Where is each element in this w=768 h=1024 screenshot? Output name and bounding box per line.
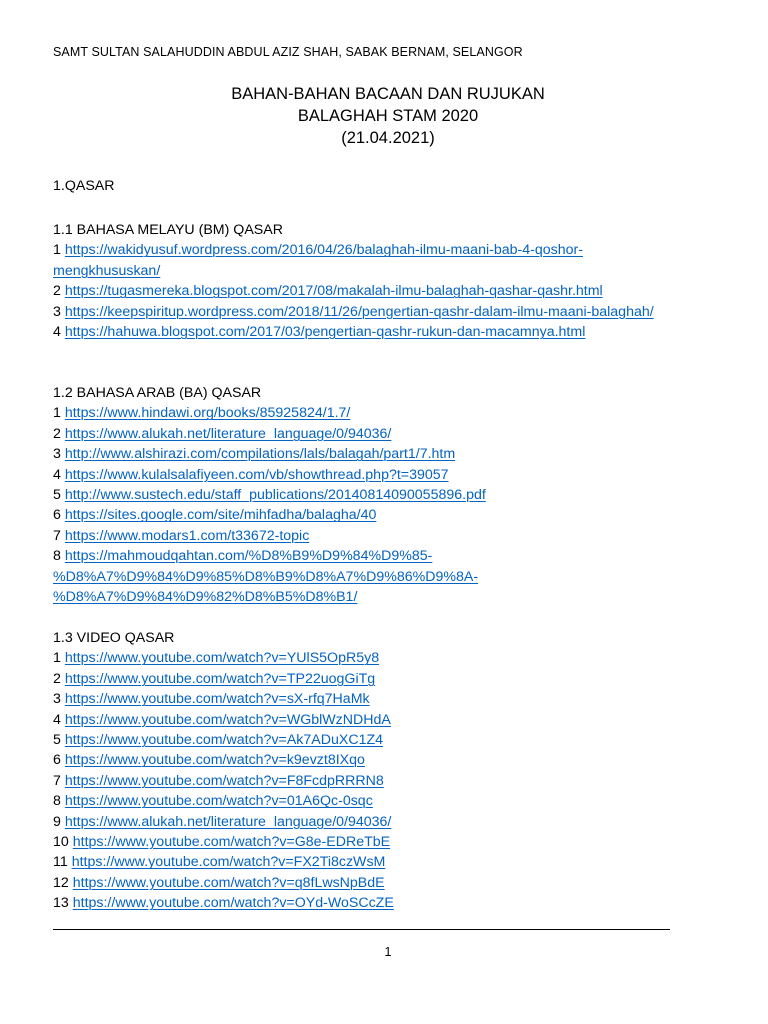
item-number: 2 (53, 670, 61, 687)
item-number: 12 (53, 874, 69, 891)
list-item (53, 444, 743, 464)
item-number: 8 (53, 793, 61, 810)
item-number: 2 (53, 283, 61, 300)
reference-link-continuation[interactable]: mengkhususkan/ (53, 262, 161, 279)
list-item (53, 893, 743, 913)
title-line-1: BAHAN-BAHAN BACAAN DAN RUJUKAN (231, 85, 545, 103)
video-link[interactable]: https://www.youtube.com/watch?v=OYd-WoSCcZE (72, 895, 394, 912)
video-link[interactable]: https://www.youtube.com/watch?v=FX2Ti8czWsM (71, 854, 386, 871)
video-link[interactable]: https://www.youtube.com/watch?v=Ak7ADuXC1Z4 (64, 732, 384, 749)
reference-link-continuation[interactable]: %D8%A7%D9%84%D9%82%D8%B5%D8%B1/ (53, 589, 358, 606)
reference-link[interactable]: https://www.alukah.net/literature_language/0/94036/ (64, 813, 392, 830)
list-item (53, 771, 743, 791)
document-title (0, 83, 768, 149)
item-number: 9 (53, 813, 61, 830)
item-number: 4 (53, 711, 61, 728)
list-item (53, 281, 743, 301)
list-item (53, 424, 743, 444)
section-heading-bm: 1.1 BAHASA MELAYU (BM) QASAR (53, 222, 283, 238)
video-link[interactable]: https://www.youtube.com/watch?v=k9evzt8IXqo (64, 752, 365, 769)
list-item (53, 505, 743, 525)
item-number: 5 (53, 487, 61, 504)
item-number: 8 (53, 548, 61, 565)
item-number: 6 (53, 752, 61, 769)
list-item (53, 465, 743, 485)
section-video (53, 628, 743, 914)
list-item (53, 710, 743, 730)
list-item (53, 750, 743, 770)
reference-link[interactable]: https://keepspiritup.wordpress.com/2018/11/26/pengertian-qashr-dalam-ilmu-maani-balaghah/ (64, 303, 654, 320)
video-link[interactable]: https://www.youtube.com/watch?v=YUlS5OpR5y8 (64, 650, 380, 667)
list-item (53, 669, 743, 689)
video-link[interactable]: https://www.youtube.com/watch?v=01A6Qc-0sqc (64, 793, 373, 810)
reference-link[interactable]: https://www.modars1.com/t33672-topic (64, 527, 310, 544)
title-line-3: (21.04.2021) (341, 129, 435, 147)
list-item (53, 485, 743, 505)
reference-link[interactable]: https://mahmoudqahtan.com/%D8%B9%D9%84%D9%85- (64, 548, 433, 565)
item-number: 7 (53, 527, 61, 544)
reference-link[interactable]: https://tugasmereka.blogspot.com/2017/08/makalah-ilmu-balaghah-qashar-qashr.html (64, 283, 603, 300)
reference-link[interactable]: https://sites.google.com/site/mihfadha/balagha/40 (64, 507, 377, 524)
list-item (53, 730, 743, 750)
list-item (53, 791, 743, 811)
list-item (53, 302, 743, 322)
list-item (53, 648, 743, 668)
list-item (53, 689, 743, 709)
list-item (53, 403, 743, 423)
item-number: 4 (53, 466, 61, 483)
reference-link[interactable]: https://wakidyusuf.wordpress.com/2016/04/26/balaghah-ilmu-maani-bab-4-qoshor- (64, 242, 583, 259)
item-number: 1 (53, 405, 61, 422)
reference-link[interactable]: https://hahuwa.blogspot.com/2017/03/pengertian-qashr-rukun-dan-macamnya.html (64, 324, 586, 341)
list-item (53, 852, 743, 872)
item-number: 7 (53, 772, 61, 789)
list-item-continuation (53, 587, 743, 607)
item-number: 2 (53, 425, 61, 442)
section-heading-ba: 1.2 BAHASA ARAB (BA) QASAR (53, 385, 262, 401)
item-number: 1 (53, 650, 61, 667)
list-item (53, 526, 743, 546)
video-link[interactable]: https://www.youtube.com/watch?v=WGblWzNDHdA (64, 711, 391, 728)
list-item (53, 240, 743, 260)
item-number: 6 (53, 507, 61, 524)
item-number: 11 (53, 854, 68, 871)
item-number: 3 (53, 303, 61, 320)
reference-link[interactable]: https://www.kulalsalafiyeen.com/vb/showthread.php?t=39057 (64, 466, 449, 483)
title-line-2: BALAGHAH STAM 2020 (297, 107, 479, 125)
video-link[interactable]: https://www.youtube.com/watch?v=F8FcdpRRRN8 (64, 772, 384, 789)
item-number: 3 (53, 691, 61, 708)
list-item-continuation (53, 261, 743, 281)
section-heading-video: 1.3 VIDEO QASAR (53, 630, 175, 646)
section-bm (53, 220, 743, 342)
reference-link[interactable]: https://www.hindawi.org/books/85925824/1.7/ (64, 405, 351, 422)
item-number: 4 (53, 324, 61, 341)
list-item (53, 873, 743, 893)
reference-link[interactable]: https://www.alukah.net/literature_language/0/94036/ (64, 425, 392, 442)
section-heading-qasar: 1.QASAR (53, 178, 115, 194)
item-number: 1 (53, 242, 61, 259)
list-item (53, 812, 743, 832)
video-link[interactable]: https://www.youtube.com/watch?v=q8fLwsNpBdE (72, 874, 385, 891)
item-number: 5 (53, 732, 61, 749)
item-number: 13 (53, 895, 69, 912)
item-number: 10 (53, 834, 69, 851)
page-number: 1 (384, 945, 392, 959)
footer-divider (53, 929, 670, 930)
video-link[interactable]: https://www.youtube.com/watch?v=TP22uogGiTg (64, 670, 376, 687)
list-item (53, 832, 743, 852)
reference-link[interactable]: http://www.sustech.edu/staff_publications/20140814090055896.pdf (64, 487, 486, 504)
video-link[interactable]: https://www.youtube.com/watch?v=G8e-EDReTbE (72, 834, 391, 851)
item-number: 3 (53, 446, 61, 463)
list-item-continuation (53, 567, 743, 587)
list-item (53, 546, 743, 566)
reference-link[interactable]: http://www.alshirazi.com/compilations/lals/balagah/part1/7.htm (64, 446, 456, 463)
video-link[interactable]: https://www.youtube.com/watch?v=sX-rfq7HaMk (64, 691, 370, 708)
reference-link-continuation[interactable]: %D8%A7%D9%84%D9%85%D8%B9%D8%A7%D9%86%D9%8A- (53, 568, 479, 585)
section-ba (53, 383, 743, 607)
school-header: SAMT SULTAN SALAHUDDIN ABDUL AZIZ SHAH, SABAK BERNAM, SELANGOR (53, 45, 523, 59)
list-item (53, 322, 743, 342)
